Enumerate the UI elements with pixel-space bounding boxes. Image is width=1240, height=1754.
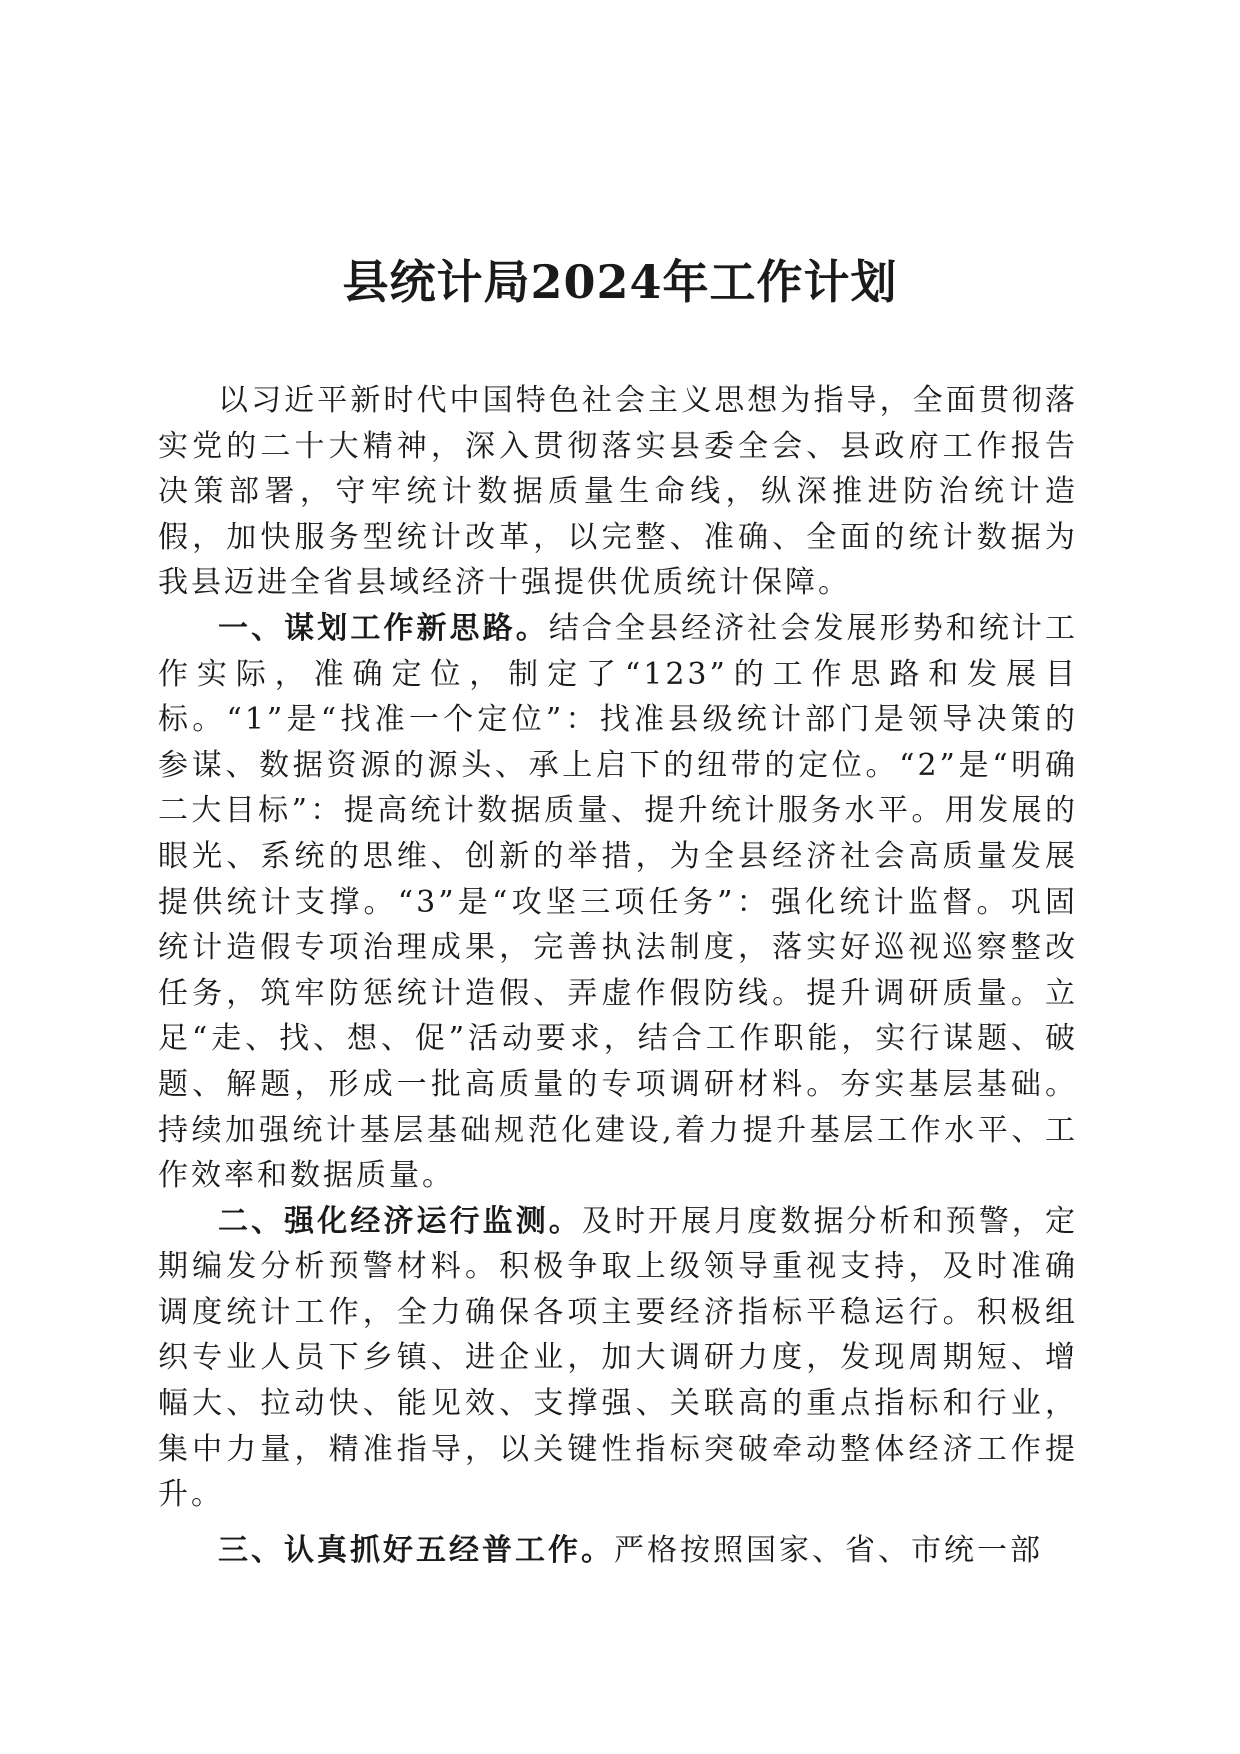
section-text-3: 严格按照国家、省、市统一部 [614, 1532, 1043, 1568]
section-text-1: 结合全县经济社会发展形势和统计工作实际，准确定位，制定了“123”的工作思路和发展目标。“1”是“找准一个定位”：找准县级统计部门是领导决策的参谋、数据资源的源头、承上启下的纽带的定位。“2”是“明确二大目标”：提高统计数据质量、提升统计服务水平。用发展的眼光、系统的思维、创新的举措，为全县经济社会高质量发展提供统计支撑。“3”是“攻坚三项任务”：强化统计监督。巩固统计造假专项治理成果，完善执法制度，落实好巡视巡察整改任务，筑牢防惩统计造假、弄虚作假防线。提升调研质量。立足“走、找、想、促”活动要求，结合工作职能，实行谋题、破题、解题，形成一批高质量的专项调研材料。夯实基层基础。持续加强统计基层基础规范化建设,着力提升基层工作水平、工作效率和数据质量。 [158, 610, 1079, 1194]
section-heading-1: 一、谋划工作新思路。 [218, 610, 549, 646]
section-heading-2: 二、强化经济运行监测。 [218, 1203, 582, 1239]
document-body [158, 378, 1078, 1573]
section-paragraph-2 [158, 1199, 1078, 1518]
section-paragraph-1 [158, 606, 1078, 1199]
intro-paragraph: 以习近平新时代中国特色社会主义思想为指导，全面贯彻落实党的二十大精神，深入贯彻落实县委全会、县政府工作报告决策部署，守牢统计数据质量生命线，纵深推进防治统计造假，加快服务型统计改革，以完整、准确、全面的统计数据为我县迈进全省县域经济十强提供优质统计保障。 [158, 383, 1078, 601]
section-paragraph-3 [158, 1528, 1078, 1574]
section-text-2: 及时开展月度数据分析和预警，定期编发分析预警材料。积极争取上级领导重视支持，及时准确调度统计工作，全力确保各项主要经济指标平稳运行。积极组织专业人员下乡镇、进企业，加大调研力度，发现周期短、增幅大、拉动快、能见效、支撑强、关联高的重点指标和行业，集中力量，精准指导，以关键性指标突破牵动整体经济工作提升。 [158, 1203, 1079, 1513]
section-heading-3: 三、认真抓好五经普工作。 [218, 1532, 614, 1568]
document-title: 县统计局2024年工作计划 [342, 255, 898, 309]
